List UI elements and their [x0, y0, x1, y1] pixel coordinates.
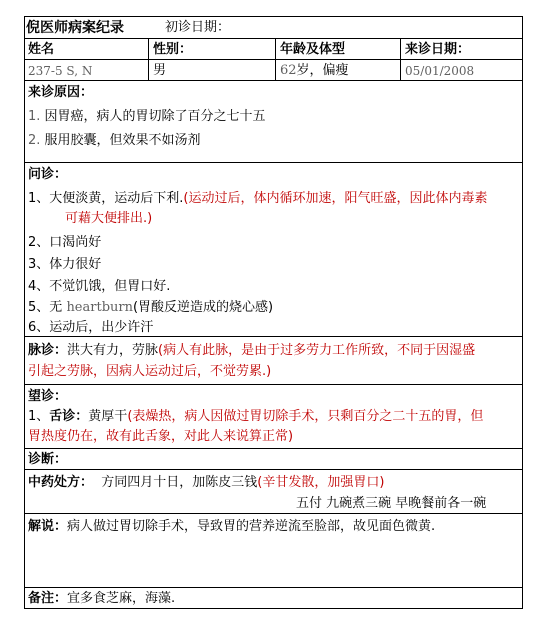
- tongue-line-2: 胃热度仍在，故有此舌象，对此人来说算正常): [28, 429, 294, 444]
- reason-label: 来诊原因：: [28, 85, 94, 100]
- tongue-line-1: 1、舌诊：黄厚干(表燥热，病人因做过胃切除手术，只剩百分之二十五的胃，但: [28, 409, 484, 424]
- age-number: 62: [280, 63, 297, 78]
- diagnosis-section: [25, 449, 522, 470]
- age-cell: [275, 39, 400, 59]
- age-description: 岁，偏瘦: [296, 63, 349, 78]
- patient-id: 237-5 S, N: [28, 64, 93, 78]
- date-cell: [400, 39, 522, 59]
- record-title: 倪医师病案纪录: [26, 20, 124, 36]
- age-value-cell: [275, 60, 400, 80]
- inquiry-item-1-note: 可藉大便排出.): [65, 211, 153, 226]
- prescription-dosage: 五付 九碗煮三碗 早晚餐前各一碗: [296, 496, 487, 511]
- prescription-line-1: 中药处方： 方同四月十日，加陈皮三钱(辛甘发散，加强胃口): [28, 475, 385, 490]
- prescription-section: [25, 470, 522, 514]
- reason-item-1: 1. 因胃癌，病人的胃切除了百分之七十五: [28, 109, 266, 124]
- diagnosis-label: 诊断：: [28, 452, 68, 467]
- gender-value-cell: [148, 60, 275, 80]
- info-label-row: [25, 39, 522, 60]
- info-value-row: [25, 60, 522, 81]
- inquiry-item-1: 1、大便淡黄，运动后下利.(运动过后，体内循环加速，阳气旺盛，因此体内毒素: [28, 191, 488, 206]
- case-record-sheet: [24, 16, 523, 609]
- reason-item-2: 2. 服用胶囊，但效果不如汤剂: [28, 133, 201, 148]
- age-label: 年龄及体型: [280, 42, 346, 57]
- inquiry-item-3: 3、体力很好: [28, 257, 102, 272]
- inquiry-label: 问诊：: [28, 167, 68, 182]
- gender-label: 性别：: [153, 42, 193, 57]
- date-value-cell: [400, 60, 522, 80]
- visit-date-value: 05/01/2008: [405, 64, 475, 78]
- first-visit-label: 初诊日期：: [165, 20, 231, 35]
- title-row: [25, 17, 522, 39]
- explanation-line: 解说：病人做过胃切除手术，导致胃的营养逆流至脸部，故见面色微黄.: [28, 519, 436, 534]
- pulse-line-1: 脉诊：洪大有力，劳脉(病人有此脉，是由于过多劳力工作所致，不同于因湿盛: [28, 343, 476, 358]
- gender-cell: [148, 39, 275, 59]
- inquiry-item-2: 2、口渴尚好: [28, 235, 102, 250]
- name-label: 姓名: [28, 42, 55, 57]
- inquiry-item-4: 4、不觉饥饿，但胃口好.: [28, 279, 171, 294]
- visit-date-label: 来诊日期：: [405, 42, 471, 57]
- inquiry-section: [25, 163, 522, 337]
- age-value: [280, 63, 349, 79]
- pulse-section: [25, 337, 522, 385]
- observation-label: 望诊：: [28, 389, 68, 404]
- inquiry-item-6: 6、运动后，出少许汗: [28, 320, 154, 335]
- reason-section: [25, 81, 522, 163]
- remarks-line: 备注：宜多食芝麻，海藻.: [28, 591, 176, 606]
- pulse-line-2: 引起之劳脉，因病人运动过后，不觉劳累.): [28, 364, 272, 379]
- observation-section: [25, 385, 522, 449]
- remarks-section: [25, 588, 522, 608]
- explanation-section: [25, 514, 522, 588]
- gender-value: 男: [153, 63, 167, 78]
- inquiry-item-5: 5、无 heartburn(胃酸反逆造成的烧心感): [28, 300, 274, 315]
